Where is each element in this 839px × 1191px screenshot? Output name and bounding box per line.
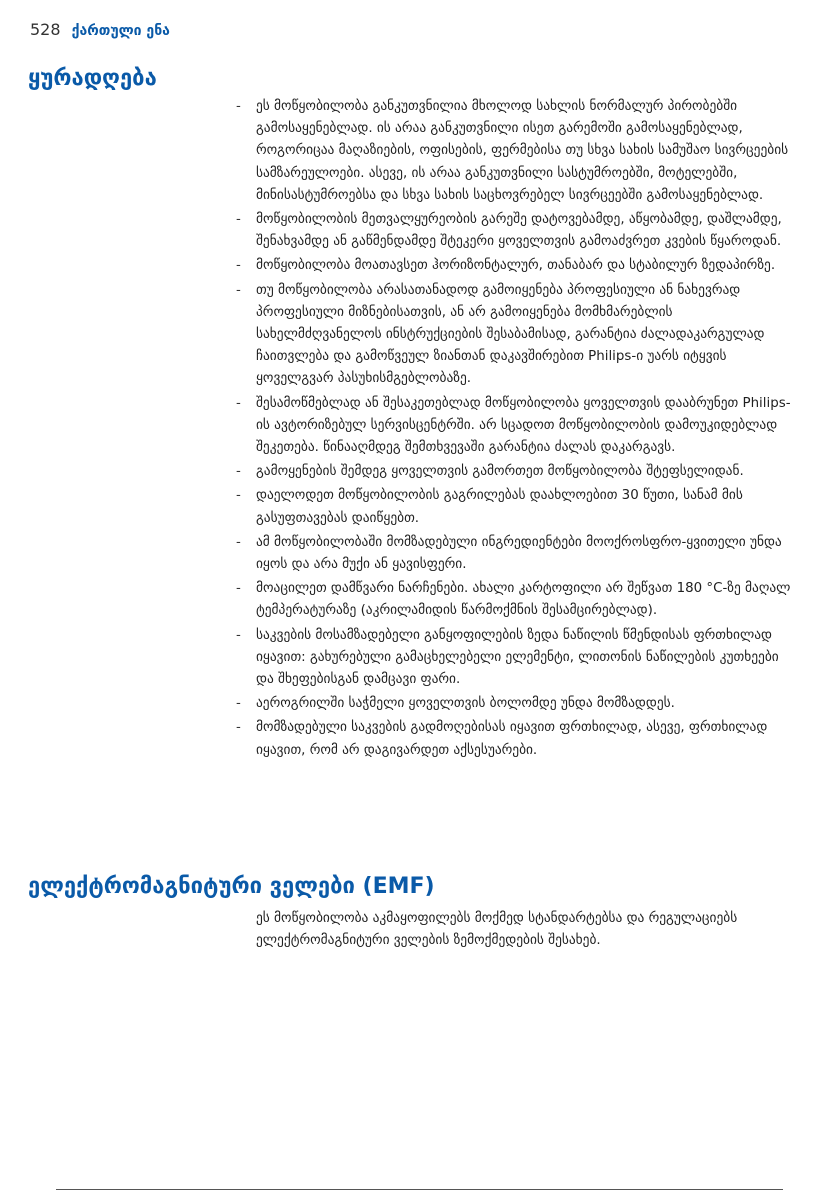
list-item [236,578,796,622]
dash-bullet-icon: - [236,464,241,480]
list-item-text: მომზადებული საკვების გადმოღებისას იყავით ფრთხილად, ასევე, ფრთხილად იყავით, რომ არ დაგივარდეთ აქსესუარები. [256,720,768,758]
list-item-text: ამ მოწყობილობაში მომზადებული ინგრედიენტები მოოქროსფრო-ყვითელი უნდა იყოს და არა მუქი ან ყავისფერი. [256,534,782,573]
emf-heading: ელექტრომაგნიტური ველები (EMF) [28,874,435,899]
list-item [236,485,796,529]
list-item [236,717,796,761]
list-item [236,625,796,692]
list-item [236,461,796,483]
list-item [236,96,796,207]
list-item [236,393,796,460]
list-item-text: ეს მოწყობილობა განკუთვნილია მხოლოდ სახლის ნორმალურ პირობებში გამოსაყენებლად. ის არაა განკუთვნილი ისეთ გარემოში გამოსაყენებლად, როგორიცაა მაღაზიების, ოფისების, ფერმებისა თუ სხვა სახის სამუშაო სივრცეების სამზარეულოები. ასევე, ის არაა განკუთვნილი სასტუმროებში, მოტელებში, მინისასტუმროებსა და სხვა სახის საცხოვრებელ სივრცეებში გამოსაყენებლად. [256,99,789,203]
list-item-text: მოწყობილობა მოათავსეთ ჰორიზონტალურ, თანაბარ და სტაბილურ ზედაპირზე. [256,258,776,274]
dash-bullet-icon: - [236,627,241,643]
dash-bullet-icon: - [236,696,241,712]
list-item-text: შესამოწმებლად ან შესაკეთებლად მოწყობილობა ყოველთვის დააბრუნეთ Philips-ის ავტორიზებულ სერვისცენტრში. არ სცადოთ მოწყობილობის დამოუკიდებლად შეკეთება. წინააღმდეგ შემთხვევაში გარანტია ძალას დაკარგავს. [256,395,791,456]
warning-heading: ყურადღება [28,66,157,91]
emf-paragraph: ეს მოწყობილობა აკმაყოფილებს მოქმედ სტანდარტებსა და რეგულაციებს ელექტრომაგნიტური ველების ზემოქმედების შესახებ. [256,911,738,949]
list-item [236,693,796,715]
list-item-text: მოაცილეთ დამწვარი ნარჩენები. ახალი კარტოფილი არ შეწვათ 180 °C-ზე მაღალ ტემპერატურაზე (აკრილამიდის წარმოქმნის შესამცირებლად). [256,581,791,619]
dash-bullet-icon: - [236,488,241,504]
dash-bullet-icon: - [236,581,241,597]
footer-divider [56,1189,783,1190]
warning-list [236,96,796,764]
dash-bullet-icon: - [236,534,241,550]
list-item-text: დაელოდეთ მოწყობილობის გაგრილებას დაახლოებით 30 წუთი, სანამ მის გასუფთავებას დაიწყებთ. [256,488,743,526]
list-item-text: თუ მოწყობილობა არასათანადოდ გამოიყენება პროფესიული ან ნახევრად პროფესიული მიზნებისათვის, ან არ გამოიყენება მომხმარებლის სახელმძღვანელოს ინსტრუქციების შესაბამისად, გარანტია ძალადაკარგულად ჩაითვლება და გამოწვეულ ზიანთან დაკავშირებით Philips-ი უარს იტყვის ყოველგვარ პასუხისმგებლობაზე. [256,282,765,387]
page-header [30,20,170,42]
dash-bullet-icon: - [236,720,241,736]
dash-bullet-icon: - [236,212,241,228]
list-item [236,209,796,253]
list-item-text: საკვების მოსამზადებელი განყოფილების ზედა ნაწილის წმენდისას ფრთხილად იყავით: გახურებული გამაცხელებელი ელემენტი, ლითონის ნაწილების კუთხეები და შხეფებისგან დამცავი ფარი. [256,627,779,688]
list-item [236,532,796,576]
list-item-text: აეროგრილში საჭმელი ყოველთვის ბოლომდე უნდა მომზადდეს. [256,696,675,712]
list-item-text: გამოყენების შემდეგ ყოველთვის გამორთეთ მოწყობილობა შტეფსელიდან. [256,464,744,480]
list-item [236,280,796,391]
dash-bullet-icon: - [236,395,241,411]
list-item-text: მოწყობილობის მეთვალყურეობის გარეშე დატოვებამდე, აწყობამდე, დაშლამდე, შენახვამდე ან გაწმენდამდე შტეკერი ყოველთვის გამოაძვრეთ კვების წყაროდან. [256,212,782,250]
dash-bullet-icon: - [236,282,241,298]
dash-bullet-icon: - [236,99,241,114]
page-number: 528 [30,20,61,39]
dash-bullet-icon: - [236,258,241,274]
header-language-label: ქართული ენა [71,23,170,39]
list-item [236,255,796,277]
